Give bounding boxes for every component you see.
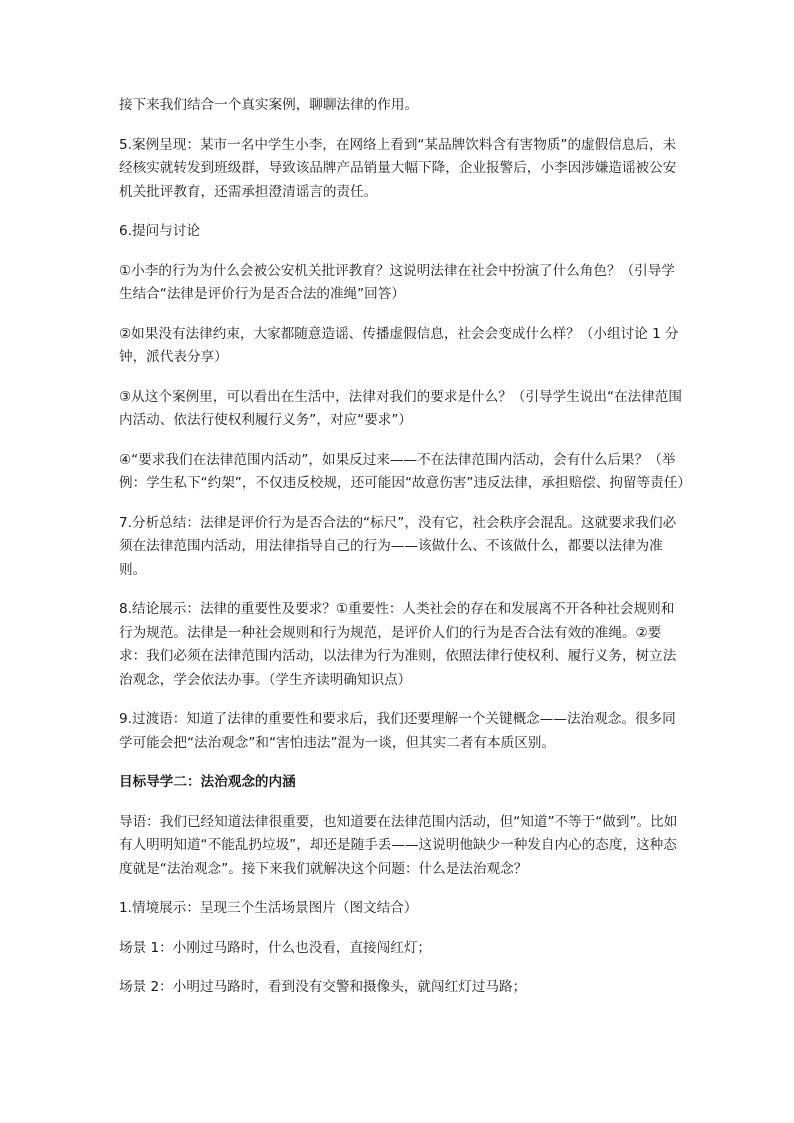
question-4-paragraph: ④“要求我们在法律范围内活动”，如果反过来——不在法律范围内活动，会有什么后果？（举例：学生私下“约架”，不仅违反校规，还可能因“故意伤害”违反法律，承担赔偿、拘留等责任） (119, 451, 691, 491)
analysis-summary-paragraph: 7.分析总结：法律是评价行为是否合法的“标尺”，没有它，社会秩序会混乱。这就要求我们必须在法律范围内活动，用法律指导自己的行为——该做什么、不该做什么，都要以法律为准则。 (119, 514, 677, 578)
question-3-paragraph: ③从这个案例里，可以看出在生活中，法律对我们的要求是什么？（引导学生说出“在法律范围内活动、依法行使权利履行义务”，对应“要求”） (119, 388, 682, 428)
conclusion-paragraph: 8.结论展示：法律的重要性及要求？①重要性：人类社会的存在和发展离不开各种社会规则和行为规范。法律是一种社会规则和行为规范，是评价人们的行为是否合法有效的准绳。②要求：我们必须在法律范围内活动，以法律为行为准则，依照法律行使权利、履行义务，树立法治观念，学会依法办事。（学生齐读明确知识点） (119, 601, 677, 688)
question-2-paragraph: ②如果没有法律约束，大家都随意造谣、传播虚假信息，社会会变成什么样？（小组讨论 1 分钟，派代表分享） (119, 325, 679, 365)
case-presentation-paragraph: 5.案例呈现：某市一名中学生小李，在网络上看到“某品牌饮料含有害物质”的虚假信息后，未经核实就转发到班级群，导致该品牌产品销量大幅下降，企业报警后，小李因涉嫌造谣被公安机关批评教育，还需承担澄清谣言的责任。 (119, 136, 677, 200)
goal-2-heading: 目标导学二：法治观念的内涵 (119, 774, 296, 790)
transition-paragraph: 9.过渡语：知道了法律的重要性和要求后，我们还要理解一个关键概念——法治观念。很多同学可能会把“法治观念”和“害怕违法”混为一谈，但其实二者有本质区别。 (119, 711, 676, 751)
scene-display-title: 1.情境展示：呈现三个生活场景图片（图文结合） (119, 900, 418, 916)
guide-paragraph: 导语：我们已经知道法律很重要，也知道要在法律范围内活动，但“知道”不等于“做到”。比如有人明明知道“不能乱扔垃圾”，却还是随手丢——这说明他缺少一种发自内心的态度，这种态度就是“法治观念”。接下来我们就解决这个问题：什么是法治观念？ (119, 813, 678, 877)
intro-paragraph: 接下来我们结合一个真实案例，聊聊法律的作用。 (119, 97, 419, 113)
question-1-paragraph: ①小李的行为为什么会被公安机关批评教育？这说明法律在社会中扮演了什么角色？（引导学生结合“法律是评价行为是否合法的准绳”回答） (119, 262, 675, 302)
questions-title: 6.提问与讨论 (119, 223, 200, 239)
document-page (119, 94, 691, 1016)
scene-2-paragraph: 场景 2：小明过马路时，看到没有交警和摄像头，就闯红灯过马路； (119, 979, 527, 995)
scene-1-paragraph: 场景 1：小刚过马路时，什么也没看，直接闯红灯； (119, 939, 432, 956)
